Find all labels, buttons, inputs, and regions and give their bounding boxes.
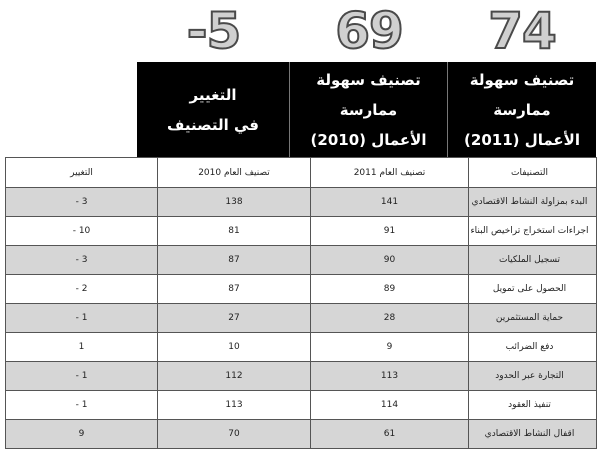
table-row [6, 217, 597, 246]
change-cell: 10 - [6, 217, 158, 246]
rank-2011-cell: 141 [311, 188, 469, 217]
rank-2010-cell: 113 [158, 391, 311, 420]
rank-2011-cell: 91 [311, 217, 469, 246]
rank-2011-cell: 113 [311, 362, 469, 391]
header-rank-2010 [290, 62, 448, 157]
change-cell: 1 [6, 333, 158, 362]
table-row [6, 188, 597, 217]
rank-2011-cell: 9 [311, 333, 469, 362]
big-change: -5 [186, 2, 241, 60]
rank-2010-cell: 87 [158, 246, 311, 275]
category-cell: البدء بمزاولة النشاط الاقتصادي [469, 188, 597, 217]
rank-2010-cell: 112 [158, 362, 311, 391]
change-cell: 2 - [6, 275, 158, 304]
category-cell: تنفيذ العقود [469, 391, 597, 420]
column-header-change: التغيير [6, 158, 158, 188]
rank-2010-cell: 138 [158, 188, 311, 217]
category-cell: الحصول على تمويل [469, 275, 597, 304]
change-cell: 1 - [6, 362, 158, 391]
big-rank-2010: 69 [335, 2, 403, 60]
rankings-table [5, 157, 597, 449]
rank-2011-cell: 90 [311, 246, 469, 275]
column-header-rank-2010: تصنيف العام 2010 [158, 158, 311, 188]
category-cell: تسجيل الملكيات [469, 246, 597, 275]
rank-2011-cell: 61 [311, 420, 469, 449]
header-rank-2010-line2: الأعمال (2010) [310, 130, 427, 149]
table-row [6, 246, 597, 275]
change-cell: 1 - [6, 391, 158, 420]
table-row [6, 420, 597, 449]
column-header-category: التصنيفات [469, 158, 597, 188]
table-row [6, 362, 597, 391]
header-rank-2010-line1: تصنيف سهولة ممارسة [316, 70, 421, 119]
category-cell: اقفال النشاط الاقتصادي [469, 420, 597, 449]
rank-2010-cell: 70 [158, 420, 311, 449]
rank-2010-cell: 87 [158, 275, 311, 304]
header-change-line1: التغيير [189, 85, 237, 104]
rank-2011-cell: 89 [311, 275, 469, 304]
header-change-line2: في التصنيف [167, 115, 260, 134]
rank-2010-cell: 27 [158, 304, 311, 333]
rank-2011-cell: 114 [311, 391, 469, 420]
category-cell: دفع الضرائب [469, 333, 597, 362]
header-rank-2011-line1: تصنيف سهولة ممارسة [469, 70, 575, 119]
header-rank-2011 [448, 62, 596, 157]
rank-2011-cell: 28 [311, 304, 469, 333]
table-row [6, 304, 597, 333]
change-cell: 1 - [6, 304, 158, 333]
header-change [137, 62, 290, 157]
change-cell: 9 [6, 420, 158, 449]
change-cell: 3 - [6, 246, 158, 275]
category-cell: اجراءات استخراج تراخيص البناء [469, 217, 597, 246]
table-body [6, 188, 597, 449]
big-rank-2011: 74 [488, 2, 556, 60]
change-cell: 3 - [6, 188, 158, 217]
table-row [6, 333, 597, 362]
category-cell: التجارة عبر الحدود [469, 362, 597, 391]
table-header-row [6, 158, 597, 188]
header-rank-2011-line2: الأعمال (2011) [464, 130, 580, 149]
table-row [6, 391, 597, 420]
category-cell: حماية المستثمرين [469, 304, 597, 333]
rank-2010-cell: 10 [158, 333, 311, 362]
rank-2010-cell: 81 [158, 217, 311, 246]
column-header-rank-2011: تصنيف العام 2011 [311, 158, 469, 188]
table-row [6, 275, 597, 304]
